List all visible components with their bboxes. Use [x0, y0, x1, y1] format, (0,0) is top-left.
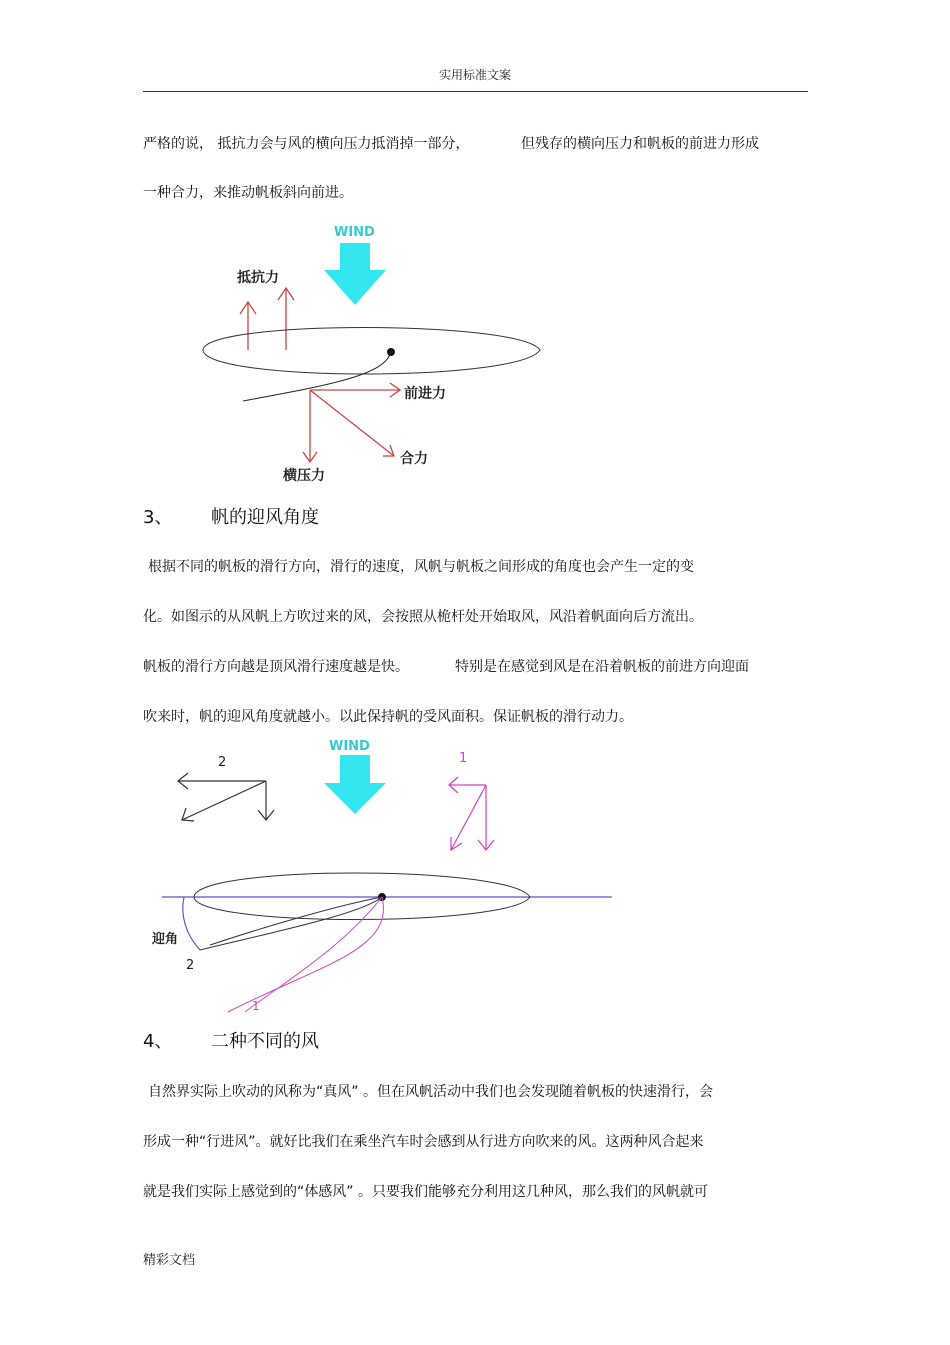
sail-2 [200, 897, 382, 950]
resistance-label: 抵抗力 [237, 270, 279, 286]
angle-diagram [140, 735, 620, 1020]
force-diagram [190, 220, 560, 490]
para1-line1b: 但残存的横向压力和帆板的前进力形成 [521, 136, 759, 152]
section3-line2: 化。如图示的从风帆上方吹过来的风，会按照从桅杆处开始取风，风沿着帆面向后方流出。 [143, 609, 703, 625]
section3-line3a: 帆板的滑行方向越是顶风滑行速度越是快。 [143, 659, 409, 675]
sail-curve [243, 352, 391, 401]
para1-line1a: 严格的说， 抵抗力会与风的横向压力抵消掉一部分， [143, 136, 470, 152]
board-ellipse-2 [194, 873, 530, 920]
wind-label: WIND [334, 225, 375, 240]
section3-line3b: 特别是在感觉到风是在沿着帆板的前进方向迎面 [455, 659, 749, 675]
section4-number: 4、 [143, 1031, 173, 1052]
page-header: 实用标准文案 [438, 68, 511, 82]
section4-line1: 自然界实际上吹动的风称为“真风” 。但在风帆活动中我们也会发现随着帆板的快速滑行，会 [148, 1084, 713, 1100]
header-rule [143, 91, 808, 92]
resistance-arrows [240, 288, 294, 350]
section3-line4: 吹来时，帆的迎风角度就越小。以此保持帆的受风面积。保证帆板的滑行动力。 [143, 709, 633, 725]
section4-title: 二种不同的风 [211, 1031, 319, 1052]
page-footer: 精彩文档 [143, 1253, 196, 1268]
lateral-label: 横压力 [283, 468, 325, 484]
vector-set-1 [449, 777, 494, 850]
label-2-bottom: 2 [186, 958, 195, 973]
section3-line1: 根据不同的帆板的滑行方向，滑行的速度，风帆与帆板之间形成的角度也会产生一定的变 [148, 559, 694, 575]
section3-title: 帆的迎风角度 [211, 507, 319, 528]
forward-label: 前进力 [404, 386, 446, 402]
section3-number: 3、 [143, 507, 173, 528]
para1-line2: 一种合力，来推动帆板斜向前进。 [143, 185, 353, 201]
wind-label-2: WIND [329, 739, 370, 754]
section4-line2: 形成一种“行进风”。就好比我们在乘坐汽车时会感到从行进方向吹来的风。这两种风合起来 [143, 1134, 704, 1150]
vector-set-2 [178, 773, 274, 821]
wind-arrow-2 [324, 755, 386, 814]
label-1-bottom: 1 [252, 999, 260, 1013]
label-1-top: 1 [459, 751, 468, 766]
angle-arc [183, 897, 200, 950]
board-ellipse [203, 328, 540, 375]
force-vectors [303, 383, 400, 462]
label-2-top: 2 [218, 755, 227, 770]
angle-label: 迎角 [152, 932, 179, 947]
resultant-label: 合力 [400, 451, 428, 467]
wind-arrow [324, 243, 386, 305]
section4-line3: 就是我们实际上感觉到的“体感风” 。只要我们能够充分利用这几种风，那么我们的风帆就可 [143, 1184, 708, 1200]
